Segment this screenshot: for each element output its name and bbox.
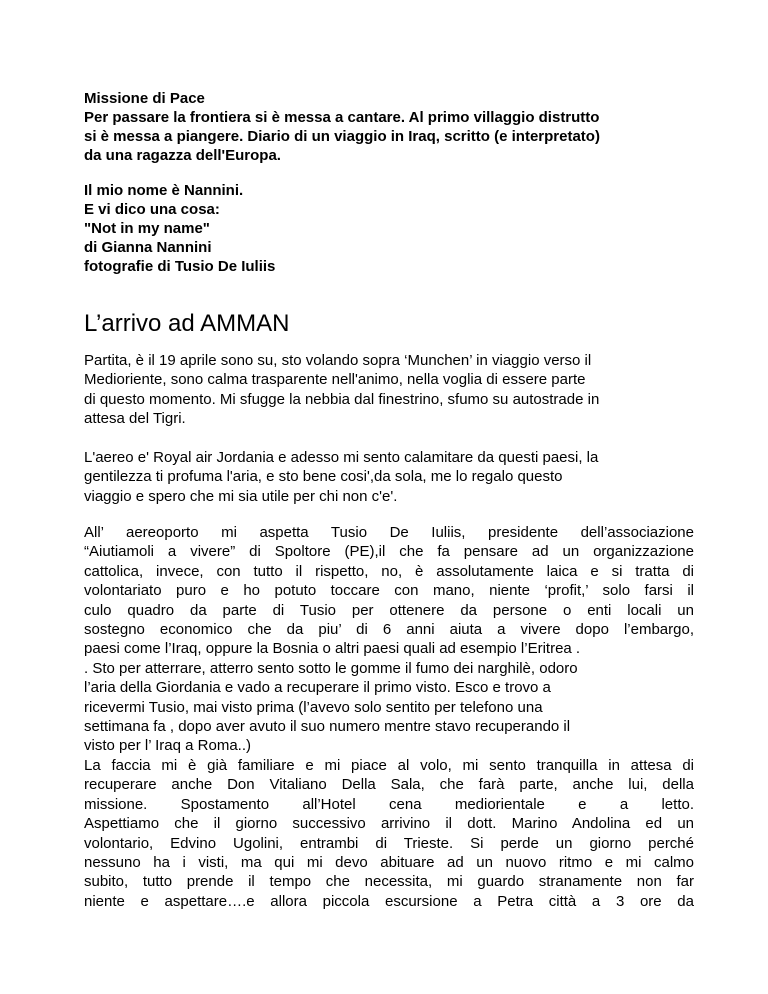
paragraph-line: La faccia mi è già familiare e mi piace al volo, mi sento tranquilla in attesa di	[84, 756, 694, 774]
paragraph-line: culo quadro da parte di Tusio per ottenere da persone o enti locali un	[84, 601, 694, 619]
photographer-line: fotografie di Tusio De Iuliis	[84, 258, 276, 275]
paragraph-line: nessuno ha i visti, ma qui mi devo abituare ad un nuovo ritmo e mi calmo	[84, 853, 694, 871]
paragraph-line: volontario, Edvino Ugolini, entrambi di Trieste. Si perde un giorno perché	[84, 834, 694, 852]
paragraph-3	[84, 523, 694, 911]
paragraph-line: paesi come l’Iraq, oppure la Bosnia o altri paesi quali ad esempio l’Eritrea .	[84, 640, 581, 658]
paragraph-line: niente e aspettare….e allora piccola escursione a Petra città a 3 ore da	[84, 892, 694, 910]
paragraph-line: di questo momento. Mi sfugge la nebbia dal finestrino, sfumo su autostrade in	[84, 390, 600, 408]
paragraph-line: sostegno economico che da piu’ di 6 anni aiuta a vivere dopo l’embargo,	[84, 621, 694, 639]
credit-line: Il mio nome è Nannini.	[84, 182, 244, 199]
paragraph-line: missione. Spostamento all’Hotel cena mediorientale e a letto.	[84, 795, 694, 813]
subtitle-line: si è messa a piangere. Diario di un viaggio in Iraq, scritto (e interpretato)	[84, 128, 600, 145]
paragraph-line: viaggio e spero che mi sia utile per chi non c'e'.	[84, 487, 398, 505]
paragraph-2	[84, 448, 694, 506]
credit-line: "Not in my name"	[84, 220, 210, 237]
paragraph-line: gentilezza ti profuma l'aria, e sto bene cosi',da sola, me lo regalo questo	[84, 468, 563, 486]
section-label: Missione di Pace	[84, 90, 205, 107]
paragraph-line: subito, tutto prende il tempo che necessita, mi guardo stranamente non far	[84, 873, 694, 891]
credit-line: E vi dico una cosa:	[84, 201, 220, 218]
subtitle-line: Per passare la frontiera si è messa a cantare. Al primo villaggio distrutto	[84, 109, 600, 126]
paragraph-1	[84, 351, 694, 429]
paragraph-line: All’ aereoporto mi aspetta Tusio De Iuliis, presidente dell’associazione	[84, 524, 694, 541]
paragraph-line: attesa del Tigri.	[84, 410, 186, 428]
paragraph-line: L'aereo e' Royal air Jordania e adesso mi sento calamitare da questi paesi, la	[84, 449, 599, 466]
author-line: di Gianna Nannini	[84, 239, 212, 256]
article-credits	[84, 181, 704, 276]
subtitle-line: da una ragazza dell'Europa.	[84, 147, 281, 164]
paragraph-line: cattolica, invece, con tutto il rispetto, no, è assolutamente laica e si tratta di	[84, 562, 694, 580]
paragraph-line: settimana fa , dopo aver avuto il suo numero mentre stavo recuperando il	[84, 718, 571, 736]
section-heading: L’arrivo ad AMMAN	[84, 310, 290, 337]
paragraph-line: Medioriente, sono calma trasparente nell'animo, nella voglia di essere parte	[84, 371, 586, 389]
paragraph-line: visto per l’ Iraq a Roma..)	[84, 737, 251, 755]
paragraph-line: Aspettiamo che il giorno successivo arrivino il dott. Marino Andolina ed un	[84, 815, 694, 833]
paragraph-line: volontariato puro e ho potuto toccare con mano, niente ‘profit,’ solo farsi il	[84, 582, 694, 600]
paragraph-line: recuperare anche Don Vitaliano Della Sala, che farà parte, anche lui, della	[84, 776, 694, 794]
article-header	[84, 89, 704, 165]
paragraph-line: l’aria della Giordania e vado a recuperare il primo visto. Esco e trovo a	[84, 679, 551, 697]
paragraph-line: “Aiutiamoli a vivere” di Spoltore (PE),il che fa pensare ad un organizzazione	[84, 543, 694, 561]
paragraph-line: . Sto per atterrare, atterro sento sotto le gomme il fumo dei narghilè, odoro	[84, 659, 578, 677]
paragraph-line: Partita, è il 19 aprile sono su, sto volando sopra ‘Munchen’ in viaggio verso il	[84, 352, 592, 369]
paragraph-line: ricevermi Tusio, mai visto prima (l’avevo solo sentito per telefono una	[84, 698, 543, 716]
